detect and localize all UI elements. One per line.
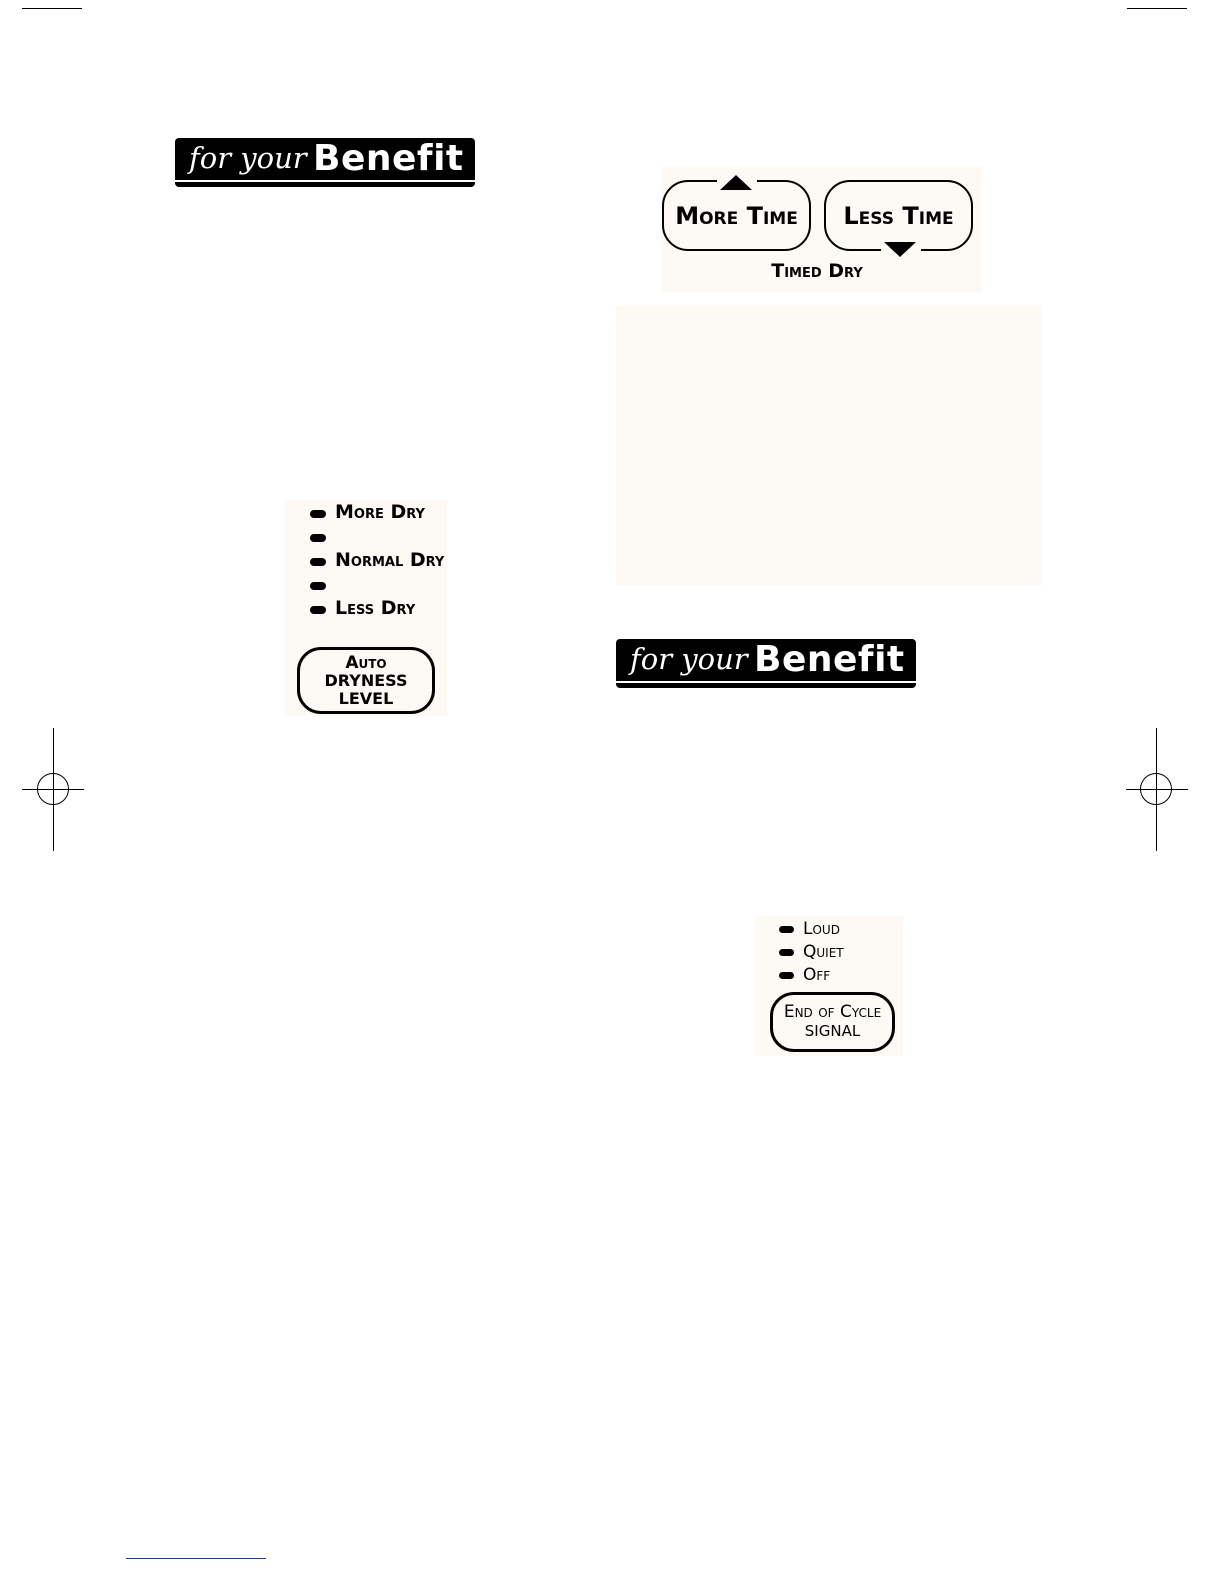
less-time-label: Less Time: [843, 201, 954, 230]
auto-dryness-level-button[interactable]: [297, 647, 435, 714]
timed-dry-panel: [662, 166, 982, 292]
for-your-benefit-badge-2: [616, 639, 916, 688]
badge-word-2: Benefit: [754, 639, 905, 680]
indicator-led-quiet: [779, 949, 794, 956]
for-your-benefit-badge: [175, 138, 475, 187]
indicator-led-normal-dry: [310, 558, 326, 566]
end-of-cycle-signal-button[interactable]: [770, 992, 895, 1052]
badge-word: Benefit: [313, 138, 464, 179]
level-label-normal-dry: Normal Dry: [335, 549, 445, 571]
badge-prefix: for your: [189, 141, 307, 175]
badge-underline-2: [616, 681, 916, 683]
up-arrow-icon: [720, 175, 752, 190]
indicator-led-2: [310, 534, 326, 542]
indicator-led-off: [779, 972, 794, 979]
end-of-cycle-panel: [755, 916, 903, 1056]
auto-dryness-panel: [285, 500, 447, 716]
indicator-led-more-dry: [310, 510, 326, 518]
signal-label-loud: Loud: [803, 919, 840, 939]
timed-dry-caption: Timed Dry: [771, 260, 863, 282]
down-arrow-icon: [884, 242, 916, 257]
button-line-auto: Auto: [345, 652, 387, 673]
button-line-level: LEVEL: [338, 688, 394, 708]
badge-prefix-2: for your: [630, 642, 748, 676]
crop-mark-top-right: [1127, 8, 1187, 9]
signal-label-off: Off: [803, 965, 831, 985]
indicator-led-loud: [779, 926, 794, 933]
crop-mark-top-left: [22, 8, 82, 9]
more-time-button[interactable]: [662, 180, 811, 251]
button-line-dryness: DRYNESS: [324, 670, 408, 690]
indicator-led-4: [310, 582, 326, 590]
indicator-led-less-dry: [310, 606, 326, 614]
less-time-button[interactable]: [824, 180, 973, 251]
crop-mark-bottom-left: [126, 1558, 266, 1559]
button-line-end-of-cycle: End of Cycle: [783, 1002, 882, 1022]
button-line-signal: SIGNAL: [804, 1022, 861, 1040]
signal-label-quiet: Quiet: [803, 942, 844, 962]
level-label-less-dry: Less Dry: [335, 597, 416, 619]
more-time-label: More Time: [675, 201, 798, 230]
level-label-more-dry: More Dry: [335, 501, 425, 523]
badge-underline: [175, 180, 475, 182]
blank-panel: [616, 306, 1042, 585]
